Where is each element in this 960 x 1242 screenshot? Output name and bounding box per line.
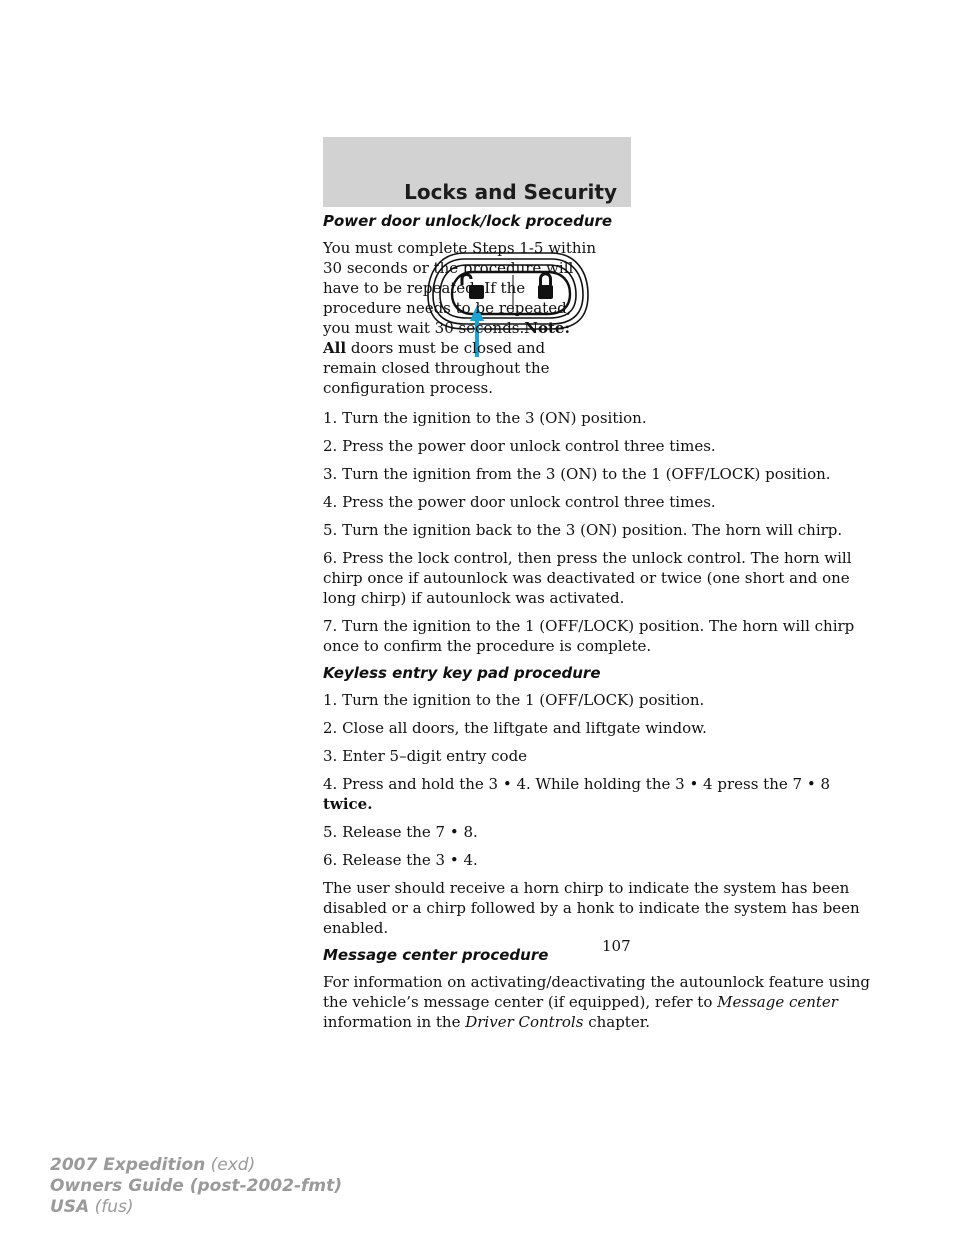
intro-line: remain closed throughout the xyxy=(323,359,550,377)
paragraph-line xyxy=(323,992,838,1012)
intro-line: procedure needs to be repeated, xyxy=(323,299,572,317)
heading-keyless-entry-procedure: Keyless entry key pad procedure xyxy=(323,664,601,682)
paragraph-text: the vehicle’s message center (if equipped), refer to xyxy=(323,993,718,1011)
intro-paragraph xyxy=(323,238,596,398)
step-line: 5. Turn the ignition back to the 3 (ON) position. The horn will chirp. xyxy=(323,521,843,539)
step-item xyxy=(323,436,716,456)
step-item xyxy=(323,718,707,738)
footer-guide: Owners Guide (post-2002-fmt) xyxy=(50,1176,343,1196)
step-item xyxy=(323,492,716,512)
step-line: 5. Release the 7 • 8. xyxy=(323,823,478,841)
step-item xyxy=(323,520,843,540)
step-item xyxy=(323,746,635,766)
intro-line xyxy=(323,338,546,358)
heading-message-center-procedure: Message center procedure xyxy=(323,946,549,964)
intro-block xyxy=(323,238,635,400)
footer-market: USA xyxy=(50,1197,90,1217)
paragraph-line: enabled. xyxy=(323,919,389,937)
step-line: 3. Enter 5–digit entry code xyxy=(323,747,528,765)
note-label: Note: xyxy=(524,319,571,337)
step-item xyxy=(323,850,635,870)
reference-message-center: Message center xyxy=(717,993,838,1011)
intro-line: have to be repeated. If the xyxy=(323,279,526,297)
footer-code: (fus) xyxy=(89,1197,134,1217)
step-line: long chirp) if autounlock was activated. xyxy=(323,589,625,607)
page-content xyxy=(323,212,871,1040)
paragraph-line: disabled or a chirp followed by a honk to indicate the system has been xyxy=(323,899,860,917)
step-line: chirp once if autounlock was deactivated or twice (one short and one xyxy=(323,569,850,587)
step-line: 6. Release the 3 • 4. xyxy=(323,851,478,869)
step-line: 1. Turn the ignition to the 1 (OFF/LOCK) position. xyxy=(323,691,705,709)
footer-model: 2007 Expedition xyxy=(50,1155,206,1175)
note-all: All xyxy=(323,339,347,357)
paragraph-text: chapter. xyxy=(583,1013,650,1031)
note-line-text: doors must be closed and xyxy=(350,339,546,357)
footer-code: (exd) xyxy=(205,1155,256,1175)
header-band xyxy=(323,137,631,207)
step-line: 2. Close all doors, the liftgate and liftgate window. xyxy=(323,719,707,737)
step-line: once to confirm the procedure is complete. xyxy=(323,637,652,655)
result-paragraph xyxy=(323,878,860,938)
step-line: 1. Turn the ignition to the 3 (ON) position. xyxy=(323,409,647,427)
intro-line: You must complete Steps 1-5 within xyxy=(323,239,596,257)
step-item xyxy=(323,548,852,608)
step-line: 4. Press and hold the 3 • 4. While holding the 3 • 4 press the 7 • 8 xyxy=(323,775,830,793)
step-item xyxy=(323,464,831,484)
paragraph-line xyxy=(323,1012,650,1032)
footer-line xyxy=(50,1155,342,1176)
page-number: 107 xyxy=(602,937,631,955)
step-line: 4. Press the power door unlock control three times. xyxy=(323,493,716,511)
message-center-paragraph xyxy=(323,972,871,1032)
heading-power-door-procedure: Power door unlock/lock procedure xyxy=(323,212,613,230)
step-item xyxy=(323,774,830,814)
step-line-bold: twice. xyxy=(323,795,373,813)
intro-line: configuration process. xyxy=(323,379,494,397)
step-item xyxy=(323,616,855,656)
step-item xyxy=(323,822,635,842)
footer-line xyxy=(50,1197,342,1218)
paragraph-line: For information on activating/deactivating the autounlock feature using xyxy=(323,973,871,991)
step-line: 2. Press the power door unlock control three times. xyxy=(323,437,716,455)
step-line: 3. Turn the ignition from the 3 (ON) to the 1 (OFF/LOCK) position. xyxy=(323,465,831,483)
step-item xyxy=(323,408,647,428)
page-title: Locks and Security xyxy=(404,180,617,204)
step-line: 7. Turn the ignition to the 1 (OFF/LOCK) position. The horn will chirp xyxy=(323,617,855,635)
paragraph-line: The user should receive a horn chirp to indicate the system has been xyxy=(323,879,850,897)
document-footer xyxy=(50,1155,342,1218)
step-item xyxy=(323,690,705,710)
intro-line-text: you must wait 30 seconds. xyxy=(323,319,525,337)
paragraph-text: information in the xyxy=(323,1013,466,1031)
reference-driver-controls: Driver Controls xyxy=(465,1013,584,1031)
intro-line xyxy=(323,318,571,338)
step-line: 6. Press the lock control, then press the unlock control. The horn will xyxy=(323,549,852,567)
intro-line: 30 seconds or the procedure will xyxy=(323,259,574,277)
